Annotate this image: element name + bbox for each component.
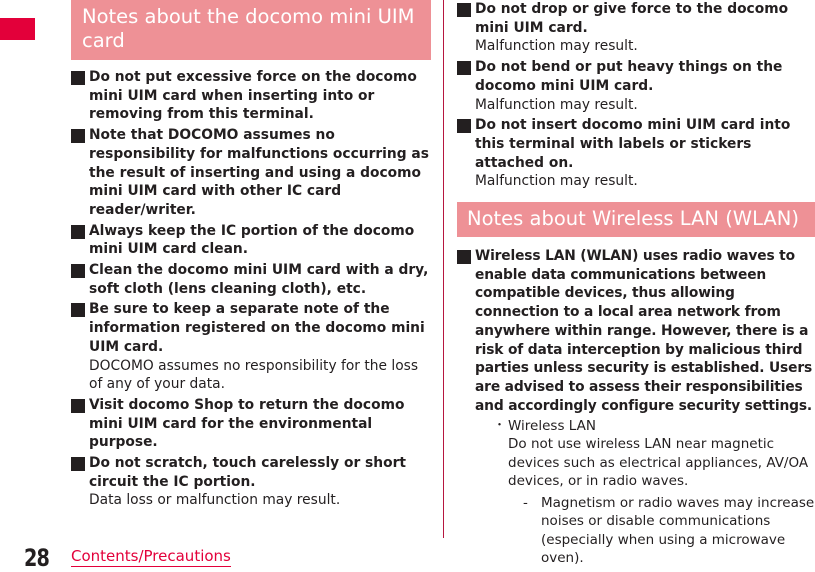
item-title: Visit docomo Shop to return the docomo mini UIM card for the environmental purpose.: [89, 396, 405, 451]
uim-notes-list: [71, 68, 431, 510]
square-bullet-icon: [457, 3, 471, 17]
chapter-tab-marker: [0, 18, 35, 40]
right-column: [457, 0, 815, 570]
sub-item: [493, 417, 815, 568]
list-item: [71, 300, 431, 394]
square-bullet-icon: [71, 399, 85, 413]
square-bullet-icon: [457, 119, 471, 133]
list-item: [71, 126, 431, 220]
item-title: Do not put excessive force on the docomo mini UIM card when inserting into or removing from this terminal.: [89, 69, 417, 123]
list-item: [457, 58, 815, 114]
dot-bullet: ・: [493, 418, 507, 434]
left-column: [71, 0, 431, 512]
item-title: Do not insert docomo mini UIM card into this terminal with labels or stickers attached on.: [475, 117, 791, 171]
square-bullet-icon: [457, 250, 471, 264]
sub-sub-item: [523, 494, 815, 568]
square-bullet-icon: [71, 71, 85, 85]
page-number: 28: [24, 544, 50, 572]
item-title: Always keep the IC portion of the docomo mini UIM card clean.: [89, 222, 415, 258]
footer-contents-link[interactable]: Contents/Precautions: [71, 547, 231, 565]
square-bullet-icon: [71, 129, 85, 143]
list-item: [71, 222, 431, 259]
sub-item-title: Wireless LAN: [508, 418, 596, 435]
item-title: Do not drop or give force to the docomo mini UIM card.: [475, 1, 789, 36]
item-body: Data loss or malfunction may result.: [89, 492, 341, 509]
list-item: [457, 116, 815, 191]
item-body: Malfunction may result.: [475, 38, 638, 55]
square-bullet-icon: [71, 264, 85, 278]
list-item: [71, 396, 431, 452]
item-title: Do not bend or put heavy things on the docomo mini UIM card.: [475, 59, 783, 94]
item-body: DOCOMO assumes no responsibility for the loss of any of your data.: [89, 357, 419, 393]
item-title: Wireless LAN (WLAN) uses radio waves to enable data communications between compatible devices, thus allowing connection to a local area network from anywhere within range. However, there is a risk of data interception by malicious third parties unless security is established. Users are advised to assess their responsibilities and accordingly configure security settings.: [475, 248, 813, 414]
item-title: Clean the docomo mini UIM card with a dry, soft cloth (lens cleaning cloth), etc.: [89, 262, 429, 297]
item-title: Note that DOCOMO assumes no responsibility for malfunctions occurring as the result of inserting and using a docomo mini UIM card with other IC card reader/writer.: [89, 127, 429, 218]
square-bullet-icon: [71, 457, 85, 471]
item-body: Malfunction may result.: [475, 173, 638, 190]
square-bullet-icon: [71, 225, 85, 239]
square-bullet-icon: [71, 303, 85, 317]
item-title: Do not scratch, touch carelessly or short circuit the IC portion.: [89, 455, 406, 490]
item-body: Malfunction may result.: [475, 96, 638, 113]
list-item: [457, 0, 815, 56]
uim-notes-list-continued: [457, 0, 815, 191]
list-item: [71, 454, 431, 510]
section-heading-uim: Notes about the docomo mini UIM card: [71, 0, 431, 60]
sub-item-body: Do not use wireless LAN near magnetic devices such as electrical appliances, AV/OA devices, or in radio waves.: [508, 436, 809, 490]
list-item: [71, 68, 431, 124]
column-divider: [443, 0, 444, 538]
dash-bullet: -: [523, 494, 528, 511]
item-title: Be sure to keep a separate note of the information registered on the docomo mini UIM card.: [89, 301, 425, 355]
list-item: [457, 247, 815, 568]
square-bullet-icon: [457, 61, 471, 75]
sub-sub-item-body: Magnetism or radio waves may increase noises or disable communications (especially when using a microwave oven).: [541, 494, 815, 567]
section-heading-wlan: Notes about Wireless LAN (WLAN): [457, 202, 815, 237]
list-item: [71, 261, 431, 298]
